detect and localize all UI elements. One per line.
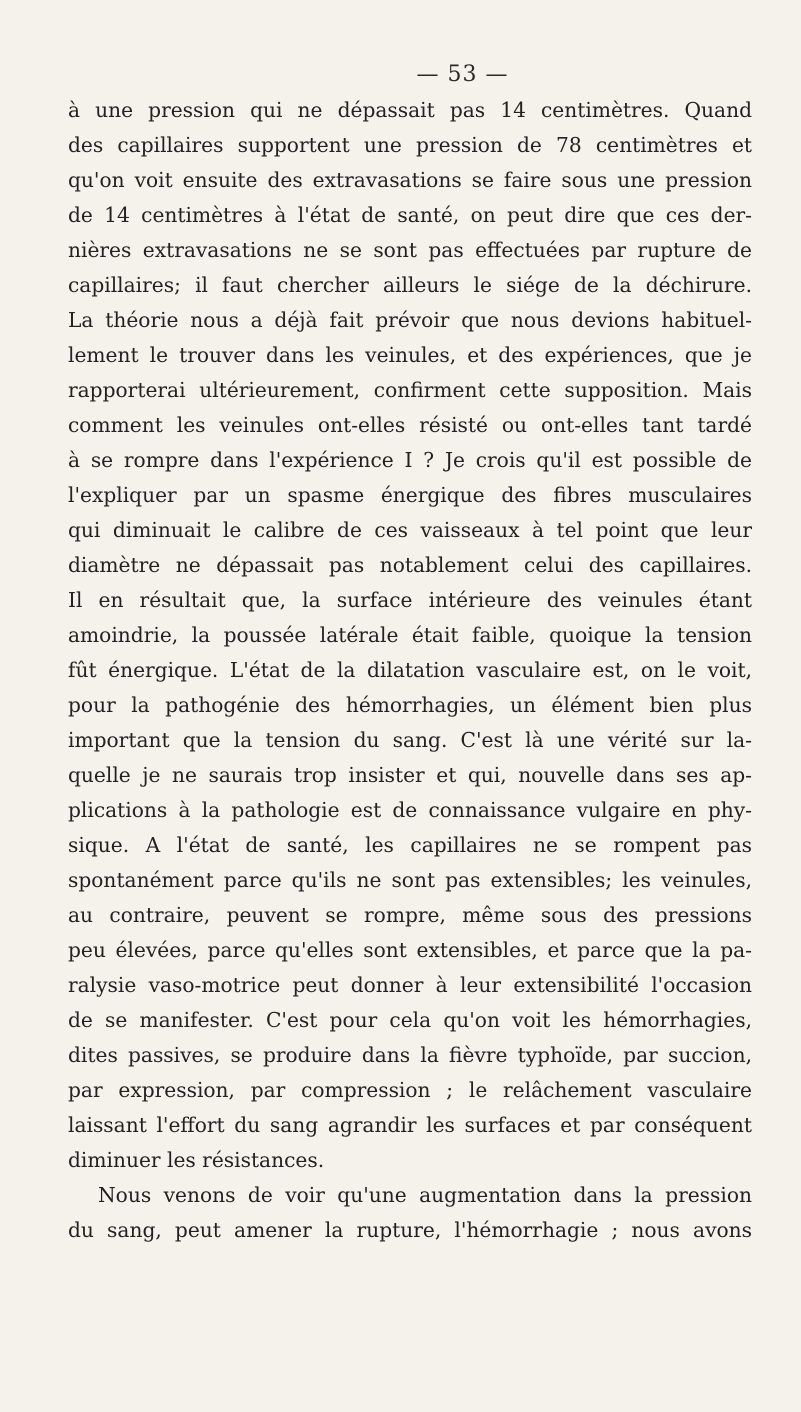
text-line: spontanément parce qu'ils ne sont pas extensibles; les veinules,	[68, 868, 752, 892]
text-line: rapporterai ultérieurement, confirment cette supposition. Mais	[68, 378, 752, 402]
text-line: ralysie vaso-motrice peut donner à leur extensibilité l'occasion	[68, 973, 752, 997]
text-line: dites passives, se produire dans la fièvre typhoïde, par succion,	[68, 1043, 752, 1067]
text-line: des capillaires supportent une pression de 78 centimètres et	[68, 133, 752, 157]
text-line: plications à la pathologie est de connaissance vulgaire en phy-	[68, 798, 752, 822]
text-line: de se manifester. C'est pour cela qu'on voit les hémorrhagies,	[68, 1008, 752, 1032]
text-line: laissant l'effort du sang agrandir les surfaces et par conséquent	[68, 1113, 752, 1137]
text-line: amoindrie, la poussée latérale était faible, quoique la tension	[68, 623, 752, 647]
text-line: à se rompre dans l'expérience I ? Je crois qu'il est possible de	[68, 448, 752, 472]
page-number-text: — 53 —	[416, 62, 509, 87]
paragraph-end-line: diminuer les résistances.	[68, 1148, 325, 1172]
text-line: diamètre ne dépassait pas notablement celui des capillaires.	[68, 553, 752, 577]
paragraph-start-line: Nous venons de voir qu'une augmentation dans la pression	[98, 1183, 752, 1207]
text-line: par expression, par compression ; le relâchement vasculaire	[68, 1078, 752, 1102]
text-line: quelle je ne saurais trop insister et qui, nouvelle dans ses ap-	[68, 763, 752, 787]
text-line: de 14 centimètres à l'état de santé, on peut dire que ces der-	[68, 203, 752, 227]
body-text	[68, 93, 752, 1248]
text-line: du sang, peut amener la rupture, l'hémorrhagie ; nous avons	[68, 1218, 752, 1242]
text-line: à une pression qui ne dépassait pas 14 centimètres. Quand	[68, 98, 752, 122]
text-line: pour la pathogénie des hémorrhagies, un élément bien plus	[68, 693, 752, 717]
text-line: l'expliquer par un spasme énergique des fibres musculaires	[68, 483, 752, 507]
page-number	[0, 62, 801, 87]
text-line: peu élevées, parce qu'elles sont extensibles, et parce que la pa-	[68, 938, 752, 962]
text-line: fût énergique. L'état de la dilatation vasculaire est, on le voit,	[68, 658, 752, 682]
text-line: capillaires; il faut chercher ailleurs le siége de la déchirure.	[68, 273, 752, 297]
text-line: qu'on voit ensuite des extravasations se faire sous une pression	[68, 168, 752, 192]
text-line: qui diminuait le calibre de ces vaisseaux à tel point que leur	[68, 518, 752, 542]
text-line: sique. A l'état de santé, les capillaires ne se rompent pas	[68, 833, 752, 857]
text-line: lement le trouver dans les veinules, et des expériences, que je	[68, 343, 752, 367]
text-line: au contraire, peuvent se rompre, même sous des pressions	[68, 903, 752, 927]
text-line: comment les veinules ont-elles résisté ou ont-elles tant tardé	[68, 413, 752, 437]
text-line: important que la tension du sang. C'est là une vérité sur la-	[68, 728, 752, 752]
text-line: Il en résultait que, la surface intérieure des veinules étant	[68, 588, 752, 612]
text-line: La théorie nous a déjà fait prévoir que nous devions habituel-	[68, 308, 752, 332]
text-line: nières extravasations ne se sont pas effectuées par rupture de	[68, 238, 752, 262]
